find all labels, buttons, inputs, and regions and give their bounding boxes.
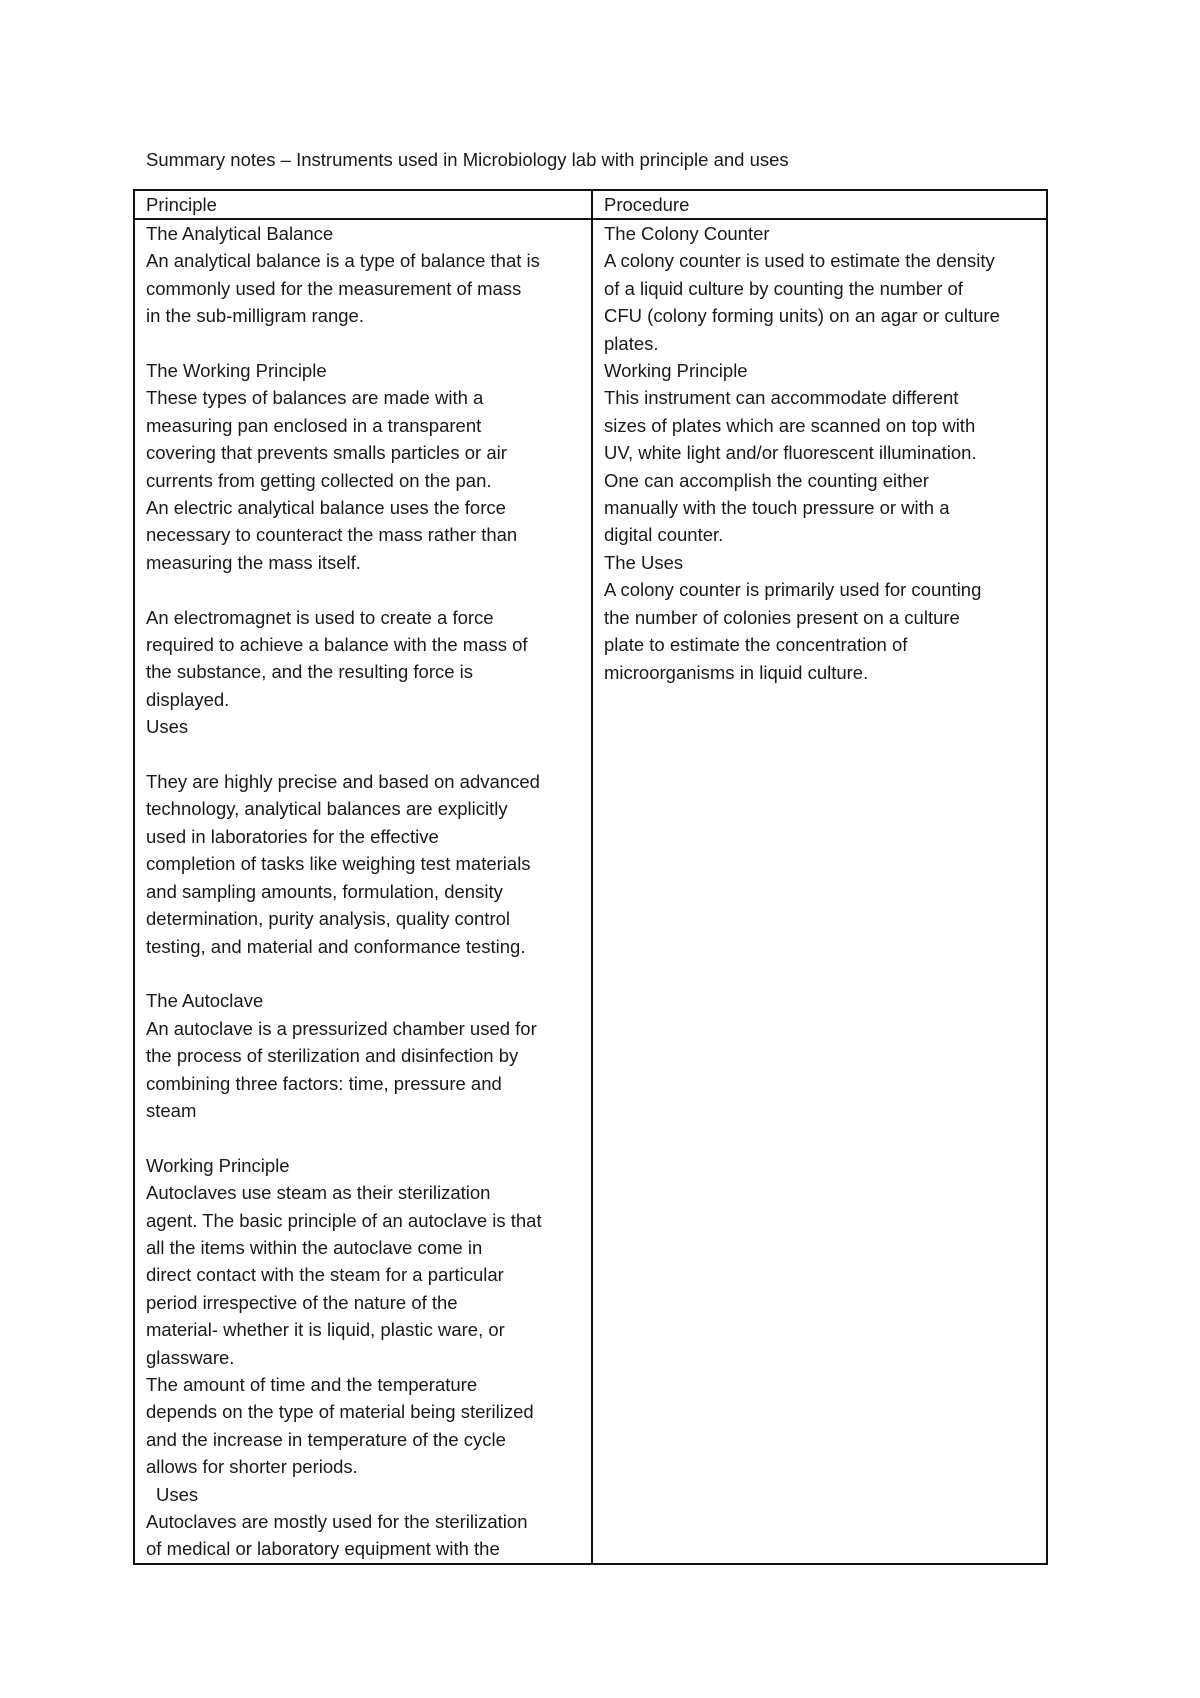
cell-line: microorganisms in liquid culture. [604,661,869,683]
cell-line: They are highly precise and based on advanced [146,771,540,793]
cell-line: allows for shorter periods. [146,1456,358,1478]
cell-line: measuring pan enclosed in a transparent [146,414,482,436]
cell-line: steam [146,1099,197,1121]
cell-line: Uses [146,716,189,738]
cell-line: testing, and material and conformance testing. [146,935,526,957]
cell-line: The Uses [604,551,684,573]
cell-line: of medical or laboratory equipment with the [146,1538,500,1560]
cell-line: period irrespective of the nature of the [146,1291,458,1313]
header-principle: Principle [134,190,592,219]
cell-line: measuring the mass itself. [146,551,361,573]
cell-line: Working Principle [146,1154,290,1176]
cell-line: the substance, and the resulting force is [146,661,474,683]
cell-line: and the increase in temperature of the cycle [146,1428,506,1450]
cell-line: determination, purity analysis, quality control [146,908,511,930]
cell-line: CFU (colony forming units) on an agar or culture [604,305,1000,327]
table-header-row [134,190,1047,219]
cell-line: manually with the touch pressure or with a [604,497,950,519]
principle-cell [134,219,592,1564]
page-title: Summary notes – Instruments used in Microbiology lab with principle and uses [146,149,789,170]
cell-line: the process of sterilization and disinfection by [146,1045,519,1067]
cell-line: This instrument can accommodate different [604,387,959,409]
cell-line: material- whether it is liquid, plastic ware, or [146,1319,505,1341]
cell-line: An electric analytical balance uses the force [146,497,506,519]
cell-line: commonly used for the measurement of mass [146,277,522,299]
table-row [134,219,1047,1564]
cell-line: displayed. [146,688,230,710]
cell-line: glassware. [146,1346,235,1368]
cell-line [146,741,581,768]
cell-line: Working Principle [604,360,748,382]
cell-line: A colony counter is used to estimate the density [604,250,995,272]
cell-line: covering that prevents smalls particles or air [146,442,507,464]
cell-line: The Working Principle [146,360,327,382]
cell-line: An analytical balance is a type of balance that is [146,250,540,272]
cell-line: The Analytical Balance [146,223,334,244]
cell-line: An electromagnet is used to create a force [146,606,494,628]
cell-line [146,330,581,357]
notes-table [133,189,1048,1565]
cell-line: direct contact with the steam for a particular [146,1264,504,1286]
procedure-cell [592,219,1047,1564]
cell-line: plate to estimate the concentration of [604,634,908,656]
cell-line: An autoclave is a pressurized chamber used for [146,1017,537,1039]
cell-line: agent. The basic principle of an autoclave is that [146,1209,542,1231]
cell-line: all the items within the autoclave come in [146,1236,483,1258]
cell-line: currents from getting collected on the pan. [146,469,492,491]
cell-line: of a liquid culture by counting the number of [604,277,963,299]
cell-line: sizes of plates which are scanned on top with [604,414,976,436]
cell-line: The amount of time and the temperature [146,1373,478,1395]
cell-line: Autoclaves use steam as their sterilization [146,1182,491,1204]
cell-line: combining three factors: time, pressure and [146,1072,502,1094]
cell-line: Uses [156,1483,199,1505]
cell-line: The Autoclave [146,990,264,1012]
cell-line: in the sub-milligram range. [146,305,364,327]
cell-line: plates. [604,332,659,354]
cell-line: Autoclaves are mostly used for the sterilization [146,1511,528,1533]
header-procedure: Procedure [592,190,1047,219]
cell-line: necessary to counteract the mass rather than [146,524,518,546]
cell-line: required to achieve a balance with the mass of [146,634,528,656]
cell-line: the number of colonies present on a culture [604,606,960,628]
cell-line: These types of balances are made with a [146,387,484,409]
cell-line: digital counter. [604,524,724,546]
cell-line: used in laboratories for the effective [146,825,439,847]
cell-line: One can accomplish the counting either [604,469,929,491]
cell-line [146,1124,581,1151]
cell-line [146,576,581,603]
cell-line: completion of tasks like weighing test materials [146,853,531,875]
cell-line: A colony counter is primarily used for counting [604,579,982,601]
cell-line: The Colony Counter [604,223,770,244]
cell-line: depends on the type of material being sterilized [146,1401,534,1423]
cell-line: technology, analytical balances are explicitly [146,798,508,820]
cell-line: and sampling amounts, formulation, density [146,880,503,902]
cell-line [146,960,581,987]
cell-line: UV, white light and/or fluorescent illumination. [604,442,977,464]
